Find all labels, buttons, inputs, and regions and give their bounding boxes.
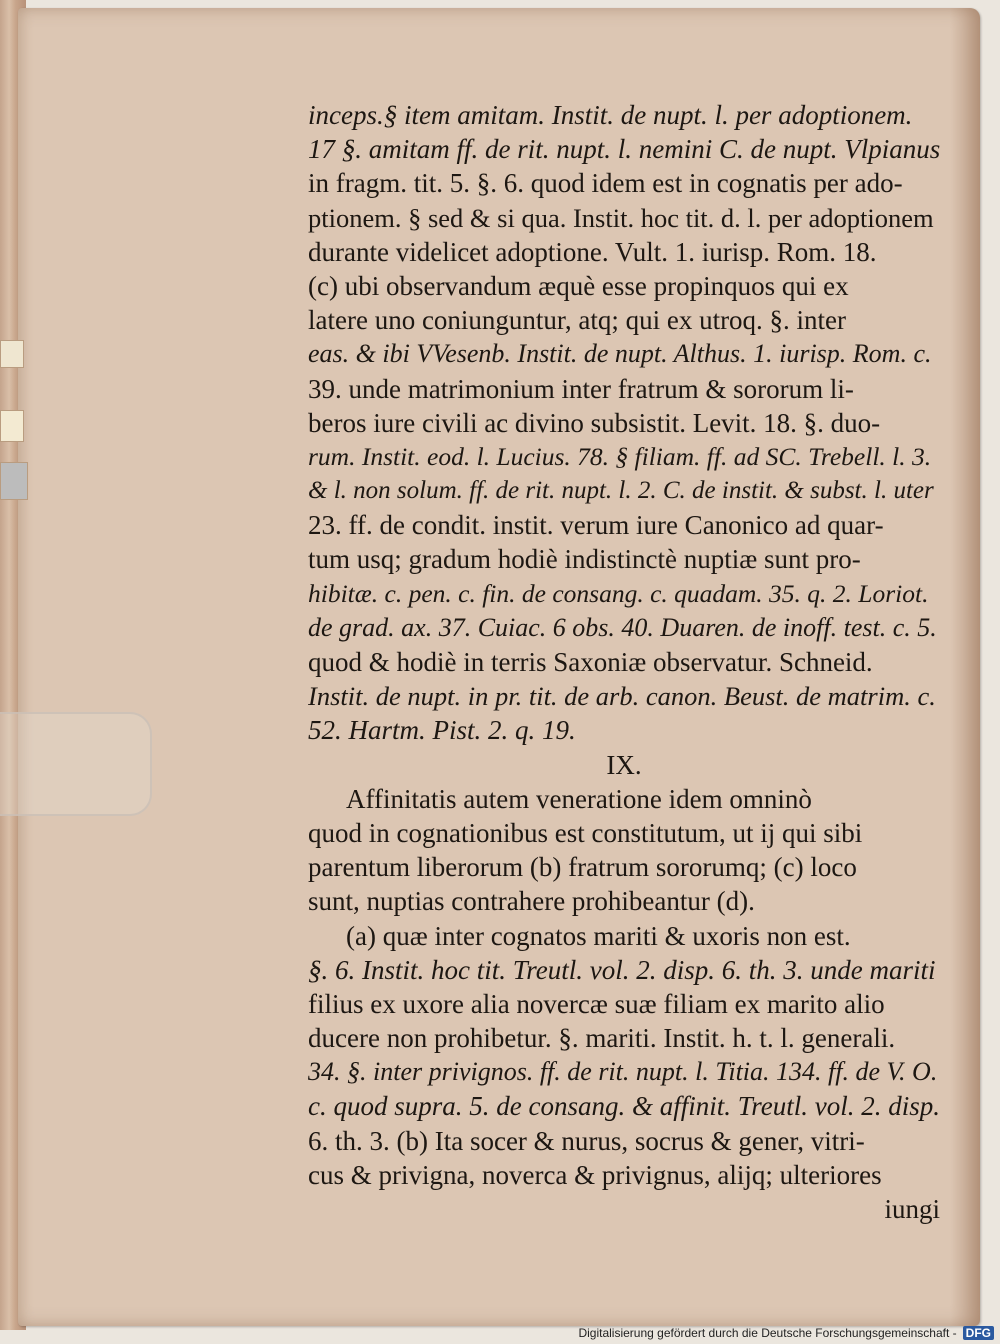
text-line: in fragm. tit. 5. §. 6. quod idem est in cognatis per ado- — [308, 168, 903, 199]
text-line: cus & privigna, noverca & privignus, alijq; ulteriores — [308, 1159, 882, 1190]
text-line: durante videlicet adoptione. Vult. 1. iurisp. Rom. 18. — [308, 236, 877, 267]
page-marker-tab — [0, 340, 24, 368]
text-line: tum usq; gradum hodiè indistinctè nuptiæ sunt pro- — [308, 544, 861, 575]
text-line: latere uno coniunguntur, atq; qui ex utroq. §. inter — [308, 305, 847, 336]
text-line: 34. §. inter privignos. ff. de rit. nupt. l. Titia. 134. ff. de V. O. — [308, 1057, 938, 1087]
text-line: 52. Hartm. Pist. 2. q. 19. — [308, 715, 576, 746]
dfg-logo: DFG — [963, 1326, 994, 1340]
text-line: 23. ff. de condit. instit. verum iure Canonico ad quar- — [308, 510, 884, 541]
section-heading: IX. — [606, 749, 642, 780]
text-line: rum. Instit. eod. l. Lucius. 78. § filiam. ff. ad SC. Trebell. l. 3. — [308, 441, 932, 471]
text-line: quod in cognationibus est constitutum, ut ij qui sibi — [308, 817, 863, 848]
page-marker-tab — [0, 462, 28, 500]
text-line: & l. non solum. ff. de rit. nupt. l. 2. C. de instit. & subst. l. uter — [308, 477, 934, 505]
text-line: ducere non prohibetur. §. mariti. Instit. h. t. l. generali. — [308, 1023, 896, 1054]
page-marker-tab — [0, 410, 24, 442]
text-line: inceps.§ item amitam. Instit. de nupt. l. per adoptionem. — [308, 100, 913, 130]
page-text — [308, 98, 940, 1226]
text-line: Instit. de nupt. in pr. tit. de arb. canon. Beust. de matrim. c. — [308, 681, 936, 712]
text-line: (c) ubi observandum æquè esse propinquos qui ex — [308, 270, 849, 301]
text-line: (a) quæ inter cognatos mariti & uxoris non est. — [346, 920, 851, 951]
text-line: Affinitatis autem veneratione idem omninò — [346, 783, 812, 814]
digitization-footer — [578, 1326, 994, 1340]
catchword: iungi — [884, 1194, 940, 1224]
page-shadow — [950, 8, 980, 1326]
text-line: ptionem. § sed & si qua. Instit. hoc tit. d. l. per adoptionem — [308, 202, 934, 233]
text-line: filius ex uxore alia novercæ suæ filiam ex marito alio — [308, 988, 885, 1019]
text-line: de grad. ax. 37. Cuiac. 6 obs. 40. Duaren. de inoff. test. c. 5. — [308, 612, 937, 642]
text-line: c. quod supra. 5. de consang. & affinit. Treutl. vol. 2. disp. — [308, 1091, 940, 1122]
text-line: beros iure civili ac divino subsistit. Levit. 18. §. duo- — [308, 407, 881, 438]
text-line: hibitæ. c. pen. c. fin. de consang. c. quadam. 35. q. 2. Loriot. — [308, 578, 929, 608]
text-line: sunt, nuptias contrahere prohibeantur (d). — [308, 886, 755, 917]
text-line: 39. unde matrimonium inter fratrum & sororum li- — [308, 373, 854, 404]
page-clip — [0, 712, 152, 816]
text-line: 6. th. 3. (b) Ita socer & nurus, socrus & gener, vitri- — [308, 1125, 865, 1156]
footer-text: Digitalisierung gefördert durch die Deutsche Forschungsgemeinschaft - — [578, 1326, 957, 1340]
text-line: eas. & ibi VVesenb. Instit. de nupt. Althus. 1. iurisp. Rom. c. — [308, 339, 932, 369]
text-line: parentum liberorum (b) fratrum sororumq; (c) loco — [308, 852, 857, 883]
text-line: quod & hodiè in terris Saxoniæ observatur. Schneid. — [308, 647, 873, 677]
text-line: §. 6. Instit. hoc tit. Treutl. vol. 2. disp. 6. th. 3. unde mariti — [308, 954, 936, 985]
text-line: 17 §. amitam ff. de rit. nupt. l. nemini C. de nupt. Vlpianus — [308, 134, 940, 165]
